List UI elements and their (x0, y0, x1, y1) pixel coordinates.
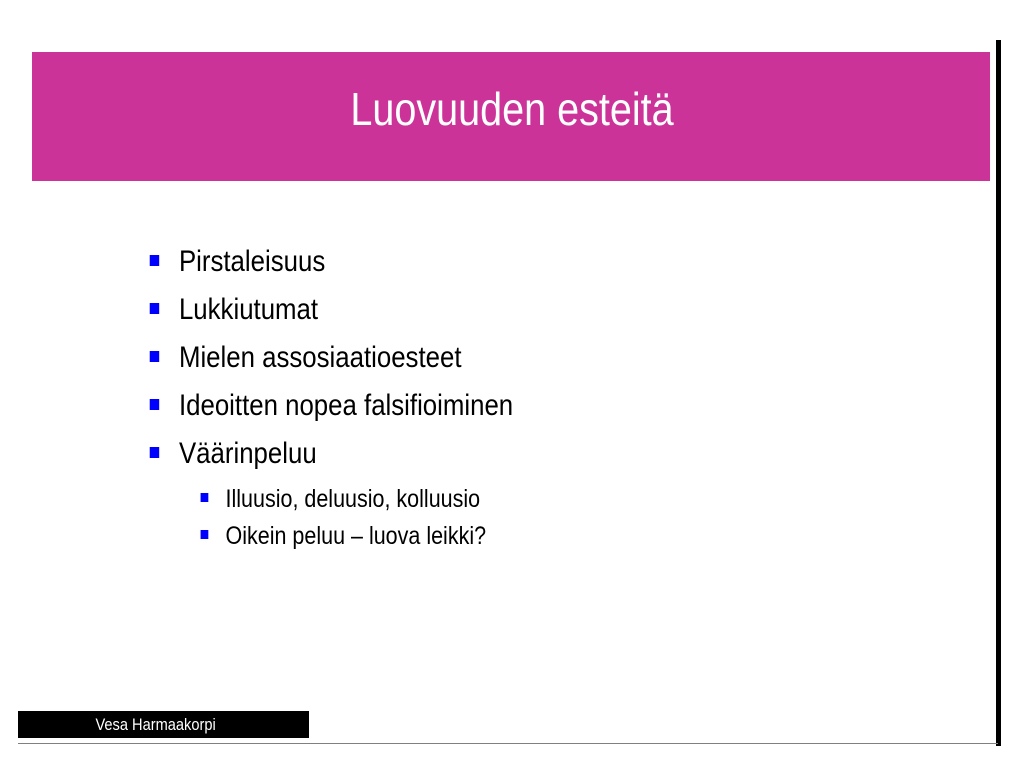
bullet-text: Ideoitten nopea falsifioiminen (178, 389, 514, 422)
bullet-text: Pirstaleisuus (178, 245, 326, 278)
bullet-item (148, 289, 513, 337)
bullet-text: Väärinpeluu (178, 437, 317, 470)
square-bullet-icon (150, 399, 159, 410)
square-bullet-icon (150, 447, 159, 458)
bullet-item (148, 337, 513, 385)
bullet-item (148, 241, 513, 289)
sub-bullet-list (198, 482, 533, 556)
right-border-line (996, 40, 1001, 746)
sub-bullet-item (198, 519, 486, 556)
square-bullet-icon (150, 303, 159, 314)
square-bullet-icon (201, 530, 209, 539)
square-bullet-icon (201, 493, 209, 502)
bullet-list (148, 241, 573, 481)
bullet-item (148, 433, 513, 481)
square-bullet-icon (150, 351, 159, 362)
bullet-item (148, 385, 513, 433)
bullet-text: Lukkiutumat (178, 293, 319, 326)
square-bullet-icon (150, 255, 159, 266)
slide-title: Luovuuden esteitä (350, 83, 674, 135)
sub-bullet-item (198, 482, 486, 519)
footer-author: Vesa Harmaakorpi (95, 715, 216, 734)
bullet-text: Mielen assosiaatioesteet (178, 341, 462, 374)
bottom-border-line (18, 743, 998, 744)
sub-bullet-text: Illuusio, deluusio, kolluusio (225, 485, 481, 513)
sub-bullet-text: Oikein peluu – luova leikki? (225, 522, 487, 550)
